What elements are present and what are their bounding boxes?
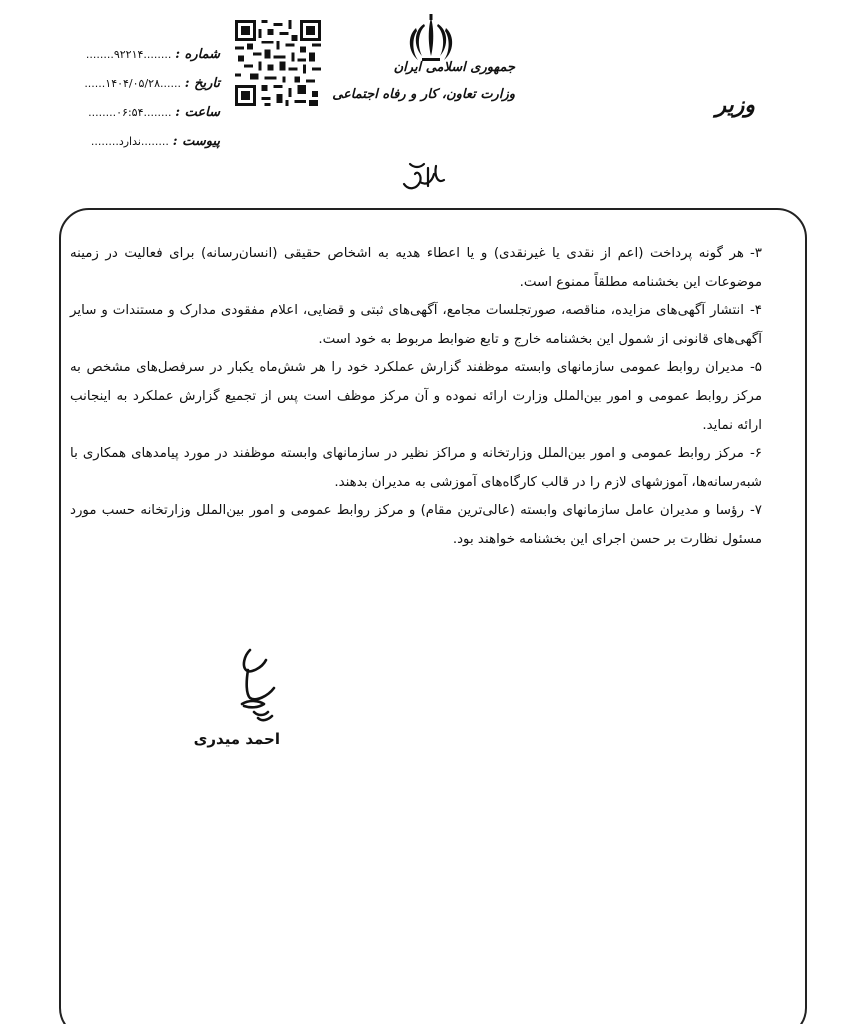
clause-6: [70, 440, 762, 497]
clause-number: ۶-: [749, 446, 762, 462]
attachment-label: پیوست :: [172, 134, 220, 149]
clause-7: [70, 497, 762, 554]
signatory-name: احمد میدری: [193, 730, 280, 748]
number-value: ........۹۲۲۱۴........: [85, 48, 172, 61]
letterhead-title: [330, 60, 515, 102]
clause-5: [70, 354, 762, 440]
date-label: تاریخ :: [184, 76, 220, 91]
date-value: ......۱۴۰۴/۰۵/۲۸......: [84, 77, 181, 90]
time-value: ........۰۶:۵۴........: [88, 106, 172, 119]
handwritten-signature: [228, 646, 280, 728]
emblem-icon: [404, 14, 458, 66]
letter-body: [70, 240, 762, 555]
qr-code-icon: [235, 20, 321, 106]
meta-time: [50, 98, 220, 127]
meta-date: [50, 69, 220, 98]
meta-number: [50, 40, 220, 69]
clause-text: مدیران روابط عمومی سازمانهای وابسته موظفند گزارش عملکرد خود را هر شش‌ماه یکبار در سرفصل‌های مشخص به مرکز روابط عمومی و امور بین‌الملل وزارت ارائه نموده و آن مرکز موظف است پس از تجمیع گزارش عملکرد به اینجانب ارائه نماید.: [70, 360, 762, 433]
clause-number: ۷-: [749, 503, 762, 519]
clause-text: انتشار آگهی‌های مزایده، مناقصه، صورتجلسات مجامع، آگهی‌های ثبتی و قضایی، اعلام مفقودی مدارک و مستندات و سایر آگهی‌های قانونی از شمول این بخشنامه خارج و تابع ضوابط مربوط به خود است.: [70, 303, 762, 347]
attachment-value: ........ندارد........: [90, 135, 169, 148]
sender-role: وزیر: [715, 92, 755, 118]
clause-text: رؤسا و مدیران عامل سازمانهای وابسته (عالی‌ترین مقام) و مرکز روابط عمومی و امور بین‌الملل وزارتخانه حسب مورد مسئول نظارت بر حسن اجرای این بخشنامه خواهند بود.: [70, 503, 762, 547]
clause-3: [70, 240, 762, 297]
clause-text: مرکز روابط عمومی و امور بین‌الملل وزارتخانه و مراکز نظیر در سازمانهای وابسته موظفند در مورد پیامدهای همکاری با شبه‌رسانه‌ها، آموزشهای لازم را در قالب کارگاه‌های آموزشی به مدیران بدهند.: [70, 446, 762, 490]
country-name: جمهوری اسلامی ایران: [393, 60, 515, 75]
clause-number: ۳-: [749, 246, 762, 261]
ministry-name: وزارت تعاون، کار و رفاه اجتماعی: [332, 87, 515, 102]
clause-text: هر گونه پرداخت (اعم از نقدی یا غیرنقدی) و یا اعطاء هدیه به اشخاص حقیقی (انسان‌رسانه) برای فعالیت در زمینه موضوعات این بخشنامه مطلقاً ممنوع است.: [70, 246, 762, 290]
clause-number: ۵-: [749, 360, 762, 376]
letter-meta: [50, 40, 220, 156]
time-label: ساعت :: [175, 105, 220, 120]
motto-calligraphy: [398, 160, 448, 194]
meta-attachment: [50, 127, 220, 156]
number-label: شماره :: [175, 47, 220, 62]
clause-number: ۴-: [749, 303, 762, 319]
clause-4: [70, 297, 762, 354]
